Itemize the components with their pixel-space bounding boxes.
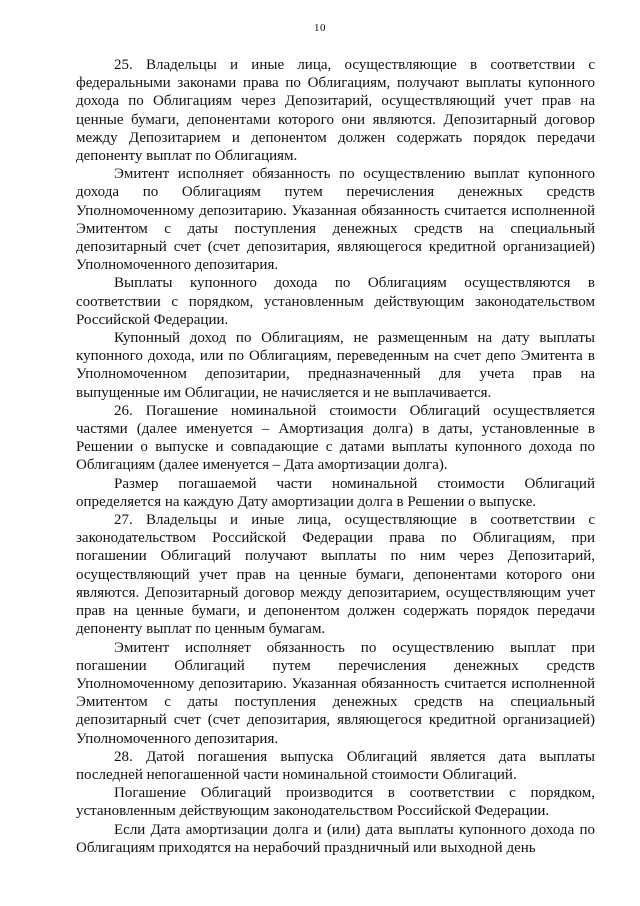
paragraph-28-redemption-date: 28. Датой погашения выпуска Облигаций является дата выплаты последней непогашенной части номинальной стоимости Облигаций.	[76, 748, 595, 783]
document-body	[76, 56, 595, 857]
page-number: 10	[314, 22, 326, 34]
paragraph-amortization-amount: Размер погашаемой части номинальной стоимости Облигаций определяется на каждую Дату амортизации долга в Решении о выпуске.	[76, 475, 595, 510]
paragraph-coupon-obligation-fulfillment: Эмитент исполняет обязанность по осуществлению выплат купонного дохода по Облигациям путем перечисления денежных средств Уполномоченному депозитарию. Указанная обязанность считается исполненной Эмитентом с даты поступления денежных средств на специальный депозитарный счет (счет депозитария, являющегося кредитной организацией) Уполномоченного депозитария.	[76, 166, 595, 274]
paragraph-26-amortization: 26. Погашение номинальной стоимости Облигаций осуществляется частями (далее именуется – Амортизация долга) в даты, установленные в Решении о выпуске и совпадающие с датами выплаты купонного дохода по Облигациям (далее именуется – Дата амортизации долга).	[76, 402, 595, 474]
paragraph-redemption-obligation-fulfillment: Эмитент исполняет обязанность по осуществлению выплат при погашении Облигаций путем перечисления денежных средств Уполномоченному депозитарию. Указанная обязанность считается исполненной Эмитентом с даты поступления денежных средств на специальный депозитарный счет (счет депозитария, являющегося кредитной организацией) Уполномоченного депозитария.	[76, 639, 595, 747]
paragraph-27-redemption-recipients: 27. Владельцы и иные лица, осуществляющие в соответствии с законодательством Российской Федерации права по Облигациям, при погашении Облигаций получают выплаты по ним через Депозитарий, осуществляющий учет прав на ценные бумаги, депонентами которого они являются. Депозитарный договор между депозитарием, осуществляющим учет прав на ценные бумаги, и депонентом должен содержать порядок передачи депоненту выплат по ценным бумагам.	[76, 512, 595, 638]
paragraph-non-working-day: Если Дата амортизации долга и (или) дата выплаты купонного дохода по Облигациям приходятся на нерабочий праздничный или выходной день	[76, 821, 595, 856]
paragraph-25-coupon-payment-recipients: 25. Владельцы и иные лица, осуществляющие в соответствии с федеральными законами права по Облигациям, получают выплаты купонного дохода по Облигациям через Депозитарий, осуществляющий учет прав на ценные бумаги, депонентами которого они являются. Депозитарный договор между Депозитарием и депонентом должен содержать порядок передачи депоненту выплат по Облигациям.	[76, 57, 595, 165]
paragraph-coupon-payment-procedure: Выплаты купонного дохода по Облигациям осуществляются в соответствии с порядком, установленным действующим законодательством Российской Федерации.	[76, 275, 595, 328]
paragraph-unplaced-bonds-coupon: Купонный доход по Облигациям, не размещенным на дату выплаты купонного дохода, или по Облигациям, переведенным на счет депо Эмитента в Уполномоченном депозитарии, предназначенный для учета прав на выпущенные им Облигации, не начисляется и не выплачивается.	[76, 330, 595, 401]
paragraph-redemption-procedure: Погашение Облигаций производится в соответствии с порядком, установленным действующим законодательством Российской Федерации.	[76, 785, 595, 820]
